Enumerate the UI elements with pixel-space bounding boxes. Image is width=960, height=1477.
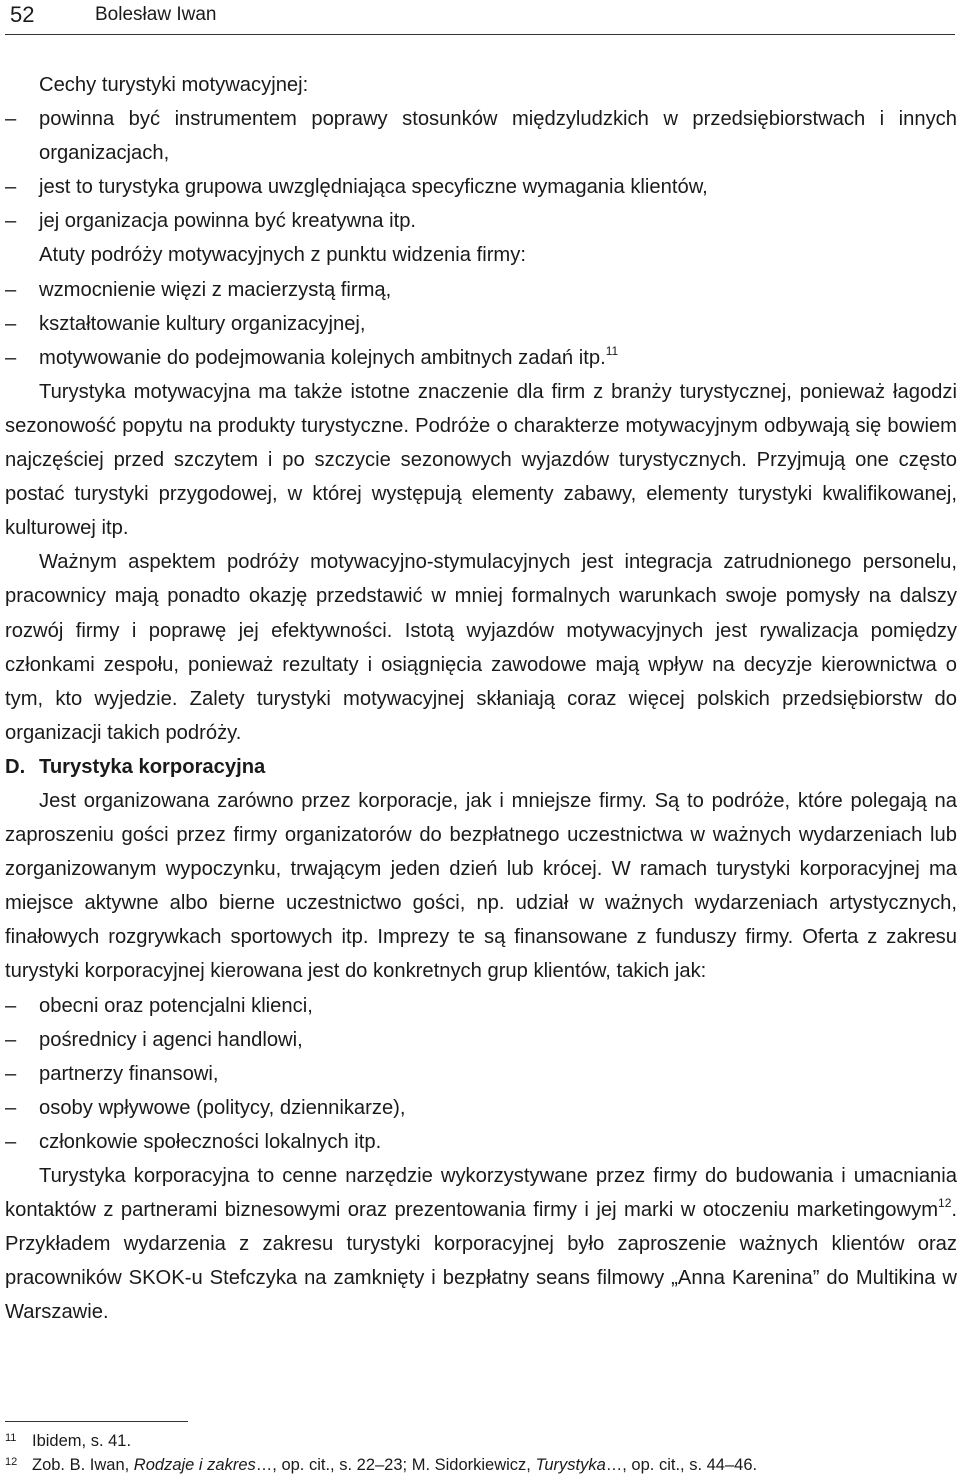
paragraph-corporate: Jest organizowana zarówno przez korporacje, jak i mniejsze firmy. Są to podróże, które polegają na zaproszeniu gości przez firmy organizatorów do bezpłatnego uczestnictwa w ważnych wydarzeniach lub zorganizowanym wypoczynku, trwającym jeden dzień lub krócej. W ramach turystyki korporacyjnej ma miejsce aktywne albo bierne uczestnictwo gości, np. udział w ważnych wydarzeniach artystycznych, finałowych rozgrywkach sportowych itp. Imprezy te są finansowane z funduszy firmy. Oferta z zakresu turystyki korporacyjnej kierowana jest do konkretnych grup klientów, takich jak: — [5, 789, 957, 983]
dash-bullet: – — [5, 312, 17, 335]
dash-bullet: – — [5, 1062, 17, 1085]
list-item — [5, 170, 957, 204]
list-item-text: powinna być instrumentem poprawy stosunków międzyludzkich w przedsiębiorstwach i innych organizacjach, — [39, 108, 957, 165]
dash-bullet: – — [5, 346, 17, 369]
dash-bullet: – — [5, 1028, 17, 1051]
section-heading-d — [5, 750, 957, 784]
running-head: Bolesław Iwan — [95, 4, 217, 25]
list-item — [5, 307, 957, 341]
footnote-11 — [5, 1429, 957, 1453]
list-item-text: motywowanie do podejmowania kolejnych ambitnych zadań itp. — [39, 346, 606, 369]
list-item — [5, 341, 957, 375]
paragraph-seasonality: Turystyka motywacyjna ma także istotne znaczenie dla firm z branży turystycznej, ponieważ łagodzi sezonowość popytu na produkty turystyczne. Podróże o charakterze motywacyjnym odbywają się bowiem najczęściej przed szczytem i po szczycie sezonowych wyjazdów turystycznych. Przyjmują one często postać turystyki przygodowej, w której występują elementy zabawy, elementy turystyki kwalifikowanej, kulturowej itp. — [5, 380, 957, 540]
list-item-text: osoby wpływowe (politycy, dziennikarze), — [39, 1096, 406, 1119]
list-item — [5, 204, 957, 238]
list-item-text: wzmocnienie więzi z macierzystą firmą, — [39, 278, 392, 301]
list-item — [5, 102, 957, 170]
paragraph-text: . Przykładem wydarzenia z zakresu turystyki korporacyjnej było zaproszenie ważnych klientów oraz pracowników SKOK-u Stefczyka na zamknięty i bezpłatny seans filmowy „Anna Karenina” do Multikina w Warszawie. — [5, 1199, 957, 1324]
atuty-heading: Atuty podróży motywacyjnych z punktu widzenia firmy: — [39, 244, 526, 267]
dash-bullet: – — [5, 210, 17, 233]
list-item-text: jest to turystyka grupowa uwzględniająca specyficzne wymagania klientów, — [39, 176, 708, 199]
footnote-text: Ibidem, s. 41. — [32, 1432, 132, 1450]
list-item — [5, 273, 957, 307]
main-text — [5, 68, 957, 1329]
list-item-text: kształtowanie kultury organizacyjnej, — [39, 312, 366, 335]
list-item-text: obecni oraz potencjalni klienci, — [39, 994, 313, 1017]
dash-bullet: – — [5, 994, 17, 1017]
list-item — [5, 1125, 957, 1159]
dash-bullet: – — [5, 1096, 17, 1119]
section-title: Turystyka korporacyjna — [39, 755, 266, 778]
dash-bullet: – — [5, 1130, 17, 1153]
footnotes — [5, 1429, 957, 1477]
footnote-text: …, op. cit., s. 22–23; M. Sidorkiewicz, — [255, 1456, 536, 1474]
intro-heading: Cechy turystyki motywacyjnej: — [39, 74, 309, 96]
footnote-12 — [5, 1453, 957, 1477]
footnote-divider — [5, 1421, 188, 1422]
footnote-text: Zob. B. Iwan, — [32, 1456, 134, 1474]
page-header — [5, 0, 955, 35]
dash-bullet: – — [5, 176, 17, 199]
list-item — [5, 989, 957, 1023]
dash-bullet: – — [5, 278, 17, 301]
footnote-text: …, op. cit., s. 44–46. — [605, 1456, 758, 1474]
dash-bullet: – — [5, 108, 17, 131]
list-item-text: członkowie społeczności lokalnych itp. — [39, 1130, 382, 1153]
list-company-advantages — [5, 273, 957, 375]
footnote-italic-title: Rodzaje i zakres — [133, 1456, 256, 1474]
list-item-text: pośrednicy i agenci handlowi, — [39, 1028, 303, 1051]
page-number: 52 — [10, 2, 35, 27]
list-item — [5, 1057, 957, 1091]
footnote-ref-12[interactable]: 12 — [938, 1196, 952, 1211]
list-item — [5, 1023, 957, 1057]
list-motivational-features — [5, 102, 957, 238]
footnote-ref-11[interactable]: 11 — [605, 343, 619, 358]
paragraph-integration: Ważnym aspektem podróży motywacyjno-stymulacyjnych jest integracja zatrudnionego personelu, pracownicy mają ponadto okazję przedstawić w mniej formalnych warunkach swoje pomysły na dalszy rozwój firmy i poprawę jej efektywności. Istotą wyjazdów motywacyjnych jest rywalizacja pomiędzy członkami zespołu, ponieważ rezultaty i osiągnięcia zawodowe mają wpływ na decyzje kierownictwa o tym, kto wyjedzie. Zalety turystyki motywacyjnej skłaniają coraz więcej polskich przedsiębiorstw do organizacji takich podróży. — [5, 551, 957, 744]
paragraph-text: Turystyka korporacyjna to cenne narzędzie wykorzystywane przez firmy do budowania i umacniania kontaktów z partnerami biznesowymi oraz prezentowania firmy i jej marki w otoczeniu marketingowym — [5, 1165, 957, 1222]
list-target-groups — [5, 989, 957, 1159]
section-letter: D. — [5, 755, 26, 778]
paragraph-corporate-tool — [5, 1159, 957, 1329]
list-item-text: jej organizacja powinna być kreatywna itp. — [39, 210, 417, 233]
list-item — [5, 1091, 957, 1125]
list-item-text: partnerzy finansowi, — [39, 1062, 219, 1085]
footnote-number: 12 — [5, 1456, 18, 1468]
footnote-italic-title: Turystyka — [535, 1456, 606, 1474]
footnote-number: 11 — [5, 1432, 17, 1444]
